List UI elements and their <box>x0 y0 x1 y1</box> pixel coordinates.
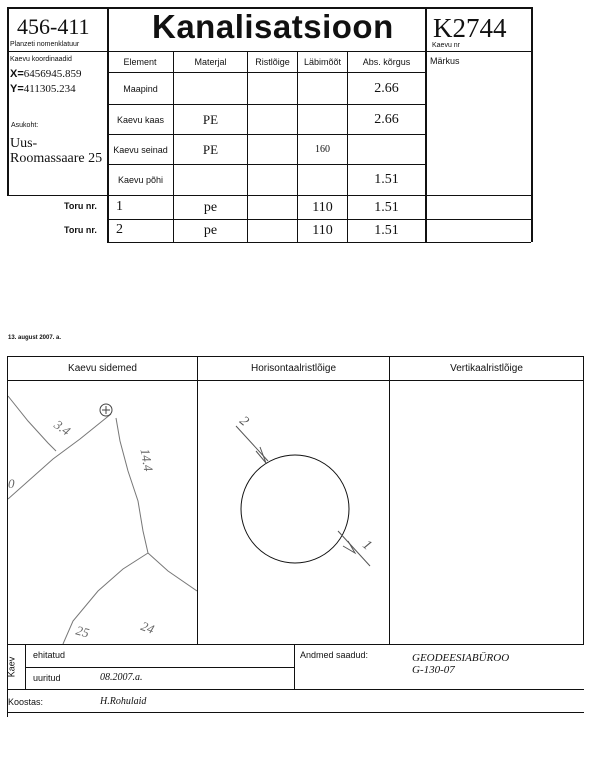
pipe-label-out: 1 <box>359 537 375 554</box>
built-label: ehitatud <box>33 650 66 660</box>
row-abs-height: 2.66 <box>374 111 399 127</box>
location-line-2: Roomassaare 25 <box>10 151 103 166</box>
distance-label: 14.4 <box>137 447 157 473</box>
sheet-number: 456-411 <box>17 14 90 39</box>
row-element-kaevu-seinad: Kaevu seinad <box>113 144 168 155</box>
well-marker <box>100 404 112 416</box>
row-abs-height: 1.51 <box>374 172 399 187</box>
pipe-diameter: 110 <box>312 223 333 238</box>
col-header-element: Element <box>123 57 157 67</box>
y-coordinate <box>10 83 76 95</box>
page-title: Kanalisatsioon <box>152 8 394 45</box>
sketch-header-horizontal: Horisontaalristlõige <box>250 363 337 374</box>
sheet-caption: Planzeti nomenklatuur <box>10 41 80 48</box>
y-value: 411305.234 <box>23 83 76 95</box>
col-header-material: Materjal <box>194 57 227 67</box>
col-header-cross-section: Ristlõige <box>255 57 290 67</box>
pipe-abs-height: 1.51 <box>374 223 399 238</box>
kaev-label: Kaev <box>6 656 17 678</box>
row-element-maapind: Maapind <box>123 83 158 94</box>
row-diameter: 160 <box>315 144 330 155</box>
pipe-abs-height: 1.51 <box>374 199 399 215</box>
measured-value: 08.2007.a. <box>100 672 143 683</box>
distance-label: 24 <box>138 618 157 637</box>
pipe-diameter: 110 <box>312 199 333 215</box>
pipe-label: Toru nr. <box>64 225 97 235</box>
x-coordinate <box>10 68 82 80</box>
measured-label: uuritud <box>33 673 61 683</box>
data-from-line-1: GEODEESIABÜROO <box>412 652 510 664</box>
date: 13. august 2007. a. <box>8 335 62 341</box>
author-label: Koostas: <box>8 697 44 707</box>
row-material: PE <box>202 111 219 127</box>
y-label: Y= <box>10 83 24 95</box>
row-element-kaevu-pohi: Kaevu põhi <box>117 175 164 185</box>
connections-sketch <box>8 381 197 644</box>
data-from-label: Andmed saadud: <box>300 650 369 660</box>
row-element-kaevu-kaas: Kaevu kaas <box>116 114 165 125</box>
x-value: 6456945.859 <box>23 68 82 80</box>
data-from-line-2: G-130-07 <box>412 664 455 676</box>
pipe-arrow-in <box>236 426 268 463</box>
row-abs-height: 2.66 <box>374 80 399 96</box>
row-material: PE <box>202 141 219 157</box>
distance-label: 0 <box>8 476 15 491</box>
well-outline <box>241 455 349 563</box>
sketch-header-connections: Kaevu sidemed <box>68 363 137 374</box>
pipe-number: 1 <box>116 199 123 214</box>
location-line-1: Uus- <box>10 136 38 151</box>
well-id-caption: Kaevu nr <box>432 42 461 49</box>
col-header-diameter: Läbimõõt <box>303 57 342 67</box>
col-header-notes: Märkus <box>430 56 460 66</box>
horizontal-section-sketch <box>198 381 389 644</box>
x-label: X= <box>10 68 24 80</box>
pipe-label-in: 2 <box>236 413 252 430</box>
well-id: K2744 <box>433 13 507 43</box>
pipe-label: Toru nr. <box>64 201 97 211</box>
distance-label: 25 <box>74 622 91 641</box>
col-header-abs-height: Abs. kõrgus <box>362 57 411 67</box>
sketch-header-vertical: Vertikaalristlõige <box>450 363 523 374</box>
pipe-material: pe <box>203 223 218 238</box>
coords-caption: Kaevu koordinaadid <box>10 56 72 63</box>
location-caption: Asukoht: <box>11 122 39 129</box>
pipe-material: pe <box>203 199 218 215</box>
pipe-number: 2 <box>116 222 123 237</box>
distance-label: 3.4 <box>51 416 74 439</box>
author-value: H.Rohulaid <box>100 696 147 707</box>
